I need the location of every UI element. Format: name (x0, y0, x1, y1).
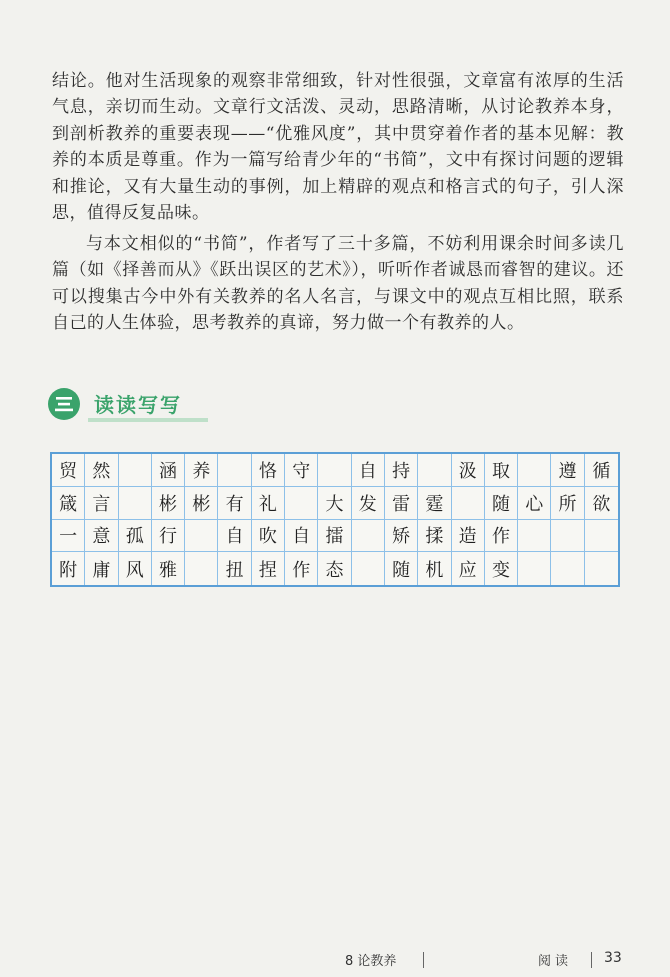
grid-char-cell: 作 (485, 520, 518, 553)
grid-empty-cell (518, 552, 551, 585)
grid-char-cell: 持 (385, 454, 418, 487)
grid-empty-cell (585, 520, 618, 553)
grid-char-cell: 矫 (385, 520, 418, 553)
grid-empty-cell (185, 520, 218, 553)
grid-char-cell: 自 (352, 454, 385, 487)
grid-char-cell: 机 (418, 552, 451, 585)
grid-char-cell: 取 (485, 454, 518, 487)
grid-char-cell: 涵 (152, 454, 185, 487)
grid-char-cell: 所 (551, 487, 584, 520)
grid-char-cell: 风 (119, 552, 152, 585)
grid-empty-cell (119, 454, 152, 487)
grid-char-cell: 吹 (252, 520, 285, 553)
grid-char-cell: 心 (518, 487, 551, 520)
section-header (48, 384, 268, 424)
grid-empty-cell (518, 454, 551, 487)
grid-char-cell: 造 (452, 520, 485, 553)
grid-char-cell: 孤 (119, 520, 152, 553)
grid-char-cell: 循 (585, 454, 618, 487)
grid-empty-cell (218, 454, 251, 487)
grid-char-cell: 行 (152, 520, 185, 553)
grid-char-cell: 欲 (585, 487, 618, 520)
footer-divider (423, 952, 424, 968)
grid-char-cell: 守 (285, 454, 318, 487)
grid-char-cell: 意 (85, 520, 118, 553)
grid-char-cell: 彬 (185, 487, 218, 520)
grid-empty-cell (185, 552, 218, 585)
grid-char-cell: 养 (185, 454, 218, 487)
grid-char-cell: 恪 (252, 454, 285, 487)
grid-char-cell: 然 (85, 454, 118, 487)
grid-char-cell: 变 (485, 552, 518, 585)
grid-char-cell: 汲 (452, 454, 485, 487)
grid-char-cell: 雅 (152, 552, 185, 585)
grid-char-cell: 揉 (418, 520, 451, 553)
grid-char-cell: 自 (218, 520, 251, 553)
grid-char-cell: 扭 (218, 552, 251, 585)
grid-char-cell: 作 (285, 552, 318, 585)
grid-char-cell: 附 (52, 552, 85, 585)
grid-char-cell: 雷 (385, 487, 418, 520)
grid-empty-cell (352, 520, 385, 553)
section-title-underline (88, 418, 208, 422)
grid-empty-cell (551, 520, 584, 553)
grid-empty-cell (119, 487, 152, 520)
grid-char-cell: 庸 (85, 552, 118, 585)
grid-char-cell: 贸 (52, 454, 85, 487)
footer-section: 阅读 (538, 954, 573, 969)
grid-char-cell: 态 (318, 552, 351, 585)
footer-divider (591, 952, 592, 968)
grid-char-cell: 言 (85, 487, 118, 520)
grid-char-cell: 霆 (418, 487, 451, 520)
section-title: 读读写写 (94, 393, 182, 417)
grid-empty-cell (352, 552, 385, 585)
grid-empty-cell (318, 454, 351, 487)
grid-char-cell: 有 (218, 487, 251, 520)
grid-empty-cell (452, 487, 485, 520)
grid-empty-cell (551, 552, 584, 585)
grid-char-cell: 自 (285, 520, 318, 553)
grid-empty-cell (418, 454, 451, 487)
grid-empty-cell (518, 520, 551, 553)
grid-char-cell: 遵 (551, 454, 584, 487)
grid-char-cell: 大 (318, 487, 351, 520)
paragraph-1: 结论。他对生活现象的观察非常细致，针对性很强，文章富有浓厚的生活气息，亲切而生动。文章行文活泼、灵动，思路清晰，从讨论教养本身，到剖析教养的重要表现——“优雅风度”，其中贯穿着作者的基本见解：教养的本质是尊重。作为一篇写给青少年的“书简”，文中有探讨问题的逻辑和推论，又有大量生动的事例，加上精辟的观点和格言式的句子，引人深思，值得反复品味。 (52, 71, 624, 224)
grid-empty-cell (585, 552, 618, 585)
grid-char-cell: 随 (485, 487, 518, 520)
grid-char-cell: 一 (52, 520, 85, 553)
grid-empty-cell (285, 487, 318, 520)
section-three-icon (48, 388, 80, 420)
grid-char-cell: 礼 (252, 487, 285, 520)
paragraph-2: 与本文相似的“书简”，作者写了三十多篇，不妨利用课余时间多读几篇（如《择善而从》《跃出误区的艺术》），听听作者诚恳而睿智的建议。还可以搜集古今中外有关教养的名人名言，与课文中的观点互相比照，联系自己的人生体验，思考教养的真谛，努力做一个有教养的人。 (52, 234, 624, 334)
grid-char-cell: 随 (385, 552, 418, 585)
page-number: 33 (604, 950, 622, 966)
grid-char-cell: 应 (452, 552, 485, 585)
grid-char-cell: 擂 (318, 520, 351, 553)
grid-char-cell: 彬 (152, 487, 185, 520)
grid-char-cell: 发 (352, 487, 385, 520)
word-grid (50, 452, 620, 587)
word-grid-cells (52, 454, 618, 585)
footer-chapter: 8 论教养 (345, 954, 397, 969)
grid-char-cell: 捏 (252, 552, 285, 585)
grid-char-cell: 箴 (52, 487, 85, 520)
